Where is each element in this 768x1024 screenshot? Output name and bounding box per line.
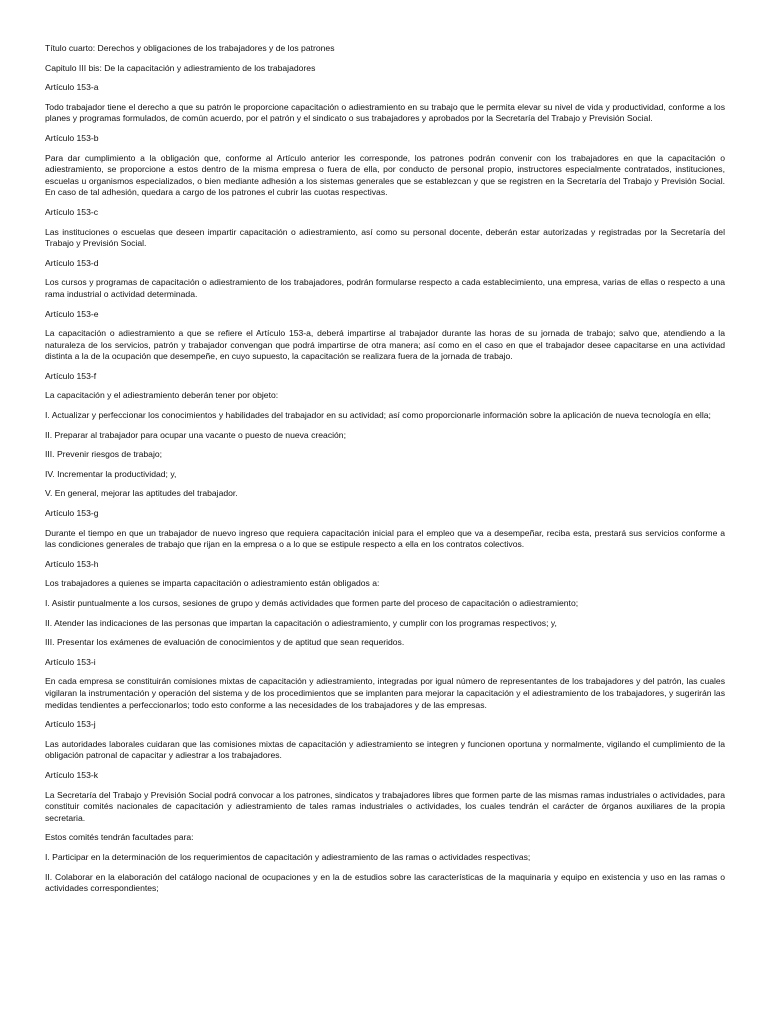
article-heading: Artículo 153-g xyxy=(45,508,99,519)
paragraph: La capacitación o adiestramiento a que se refiere el Artículo 153-a, deberá impartirse al trabajador durante las horas de su jornada de trabajo; salvo que, atendiendo a la naturaleza de los servicios, patrón y trabajador convengan que podrá impartirse de otra manera; así como en el caso en que el trabajador desee capacitarse en una actividad distinta a la de la ocupación que desempeñe, en cuyo supuesto, la capacitación se realizara fuera de la jornada de trabajo. xyxy=(45,328,725,362)
paragraph: III. Presentar los exámenes de evaluación de conocimientos y de aptitud que sean requeridos. xyxy=(45,637,405,648)
paragraph: II. Preparar al trabajador para ocupar una vacante o puesto de nueva creación; xyxy=(45,429,346,440)
article-heading: Artículo 153-c xyxy=(45,206,99,217)
paragraph: Las instituciones o escuelas que deseen impartir capacitación o adiestramiento, así como su personal docente, deberán estar autorizadas y registradas por la Secretaría del Trabajo y Previsión Social. xyxy=(45,226,725,249)
article-heading: Artículo 153-e xyxy=(45,308,99,319)
article-heading: Artículo 153-a xyxy=(45,82,99,93)
article-heading: Artículo 153-b xyxy=(45,132,99,143)
paragraph: Durante el tiempo en que un trabajador de nuevo ingreso que requiera capacitación inicial para el empleo que va a desempeñar, reciba esta, prestará sus servicios conforme a las condiciones generales de trabajo que rijan en la empresa o a lo que se estipule respecto a ella en los contratos colectivos. xyxy=(45,527,725,550)
paragraph: II. Colaborar en la elaboración del catálogo nacional de ocupaciones y en la de estudios sobre las características de la maquinaria y equipo en existencia y uso en las ramas o actividades correspondientes; xyxy=(45,871,725,894)
paragraph: La Secretaría del Trabajo y Previsión Social podrá convocar a los patrones, sindicatos y trabajadores libres que formen parte de las mismas ramas industriales o actividades, para constituir comités nacionales de capacitación y adiestramiento de tales ramas industriales o actividades, los cuales tendrán el carácter de órganos auxiliares de la propia secretaria. xyxy=(45,789,725,823)
paragraph: V. En general, mejorar las aptitudes del trabajador. xyxy=(45,488,238,499)
paragraph: Todo trabajador tiene el derecho a que su patrón le proporcione capacitación o adiestramiento en su trabajo que le permita elevar su nivel de vida y productividad, conforme a los planes y programas formulados, de común acuerdo, por el patrón y el sindicato o sus trabajadores y aprobados por la Secretaría del Trabajo y Previsión Social. xyxy=(45,101,725,124)
paragraph: III. Prevenir riesgos de trabajo; xyxy=(45,449,163,460)
document-page xyxy=(45,43,725,903)
paragraph: Las autoridades laborales cuidaran que las comisiones mixtas de capacitación y adiestramiento se integren y funcionen oportuna y normalmente, vigilando el cumplimiento de la obligación patronal de capacitar y adiestrar a los trabajadores. xyxy=(45,738,725,761)
article-heading: Capitulo III bis: De la capacitación y adiestramiento de los trabajadores xyxy=(45,62,316,73)
paragraph: La capacitación y el adiestramiento deberán tener por objeto: xyxy=(45,390,279,401)
paragraph: En cada empresa se constituirán comisiones mixtas de capacitación y adiestramiento, integradas por igual número de representantes de los trabajadores y del patrón, las cuales vigilaran la instrumentación y operación del sistema y de los procedimientos que se implanten para mejorar la capacitación y el adiestramiento de los trabajadores, y sugerirán las medidas tendientes a perfeccionarlos; todo esto conforme a las necesidades de los trabajadores y de las empresas. xyxy=(45,676,725,710)
article-heading: Artículo 153-i xyxy=(45,656,96,667)
article-heading: Título cuarto: Derechos y obligaciones de los trabajadores y de los patrones xyxy=(45,43,335,53)
paragraph: Los trabajadores a quienes se imparta capacitación o adiestramiento están obligados a: xyxy=(45,578,380,589)
article-heading: Artículo 153-j xyxy=(45,719,96,730)
paragraph: II. Atender las indicaciones de las personas que impartan la capacitación o adiestramiento, y cumplir con los programas respectivos; y, xyxy=(45,617,557,628)
paragraph: I. Actualizar y perfeccionar los conocimientos y habilidades del trabajador en su actividad; así como proporcionarle información sobre la aplicación de nueva tecnología en ella; xyxy=(45,410,711,421)
paragraph: I. Participar en la determinación de los requerimientos de capacitación y adiestramiento de las ramas o actividades respectivas; xyxy=(45,851,531,862)
paragraph: Los cursos y programas de capacitación o adiestramiento de los trabajadores, podrán formularse respecto a cada establecimiento, una empresa, varias de ellas o respecto a una rama industrial o actividad determinada. xyxy=(45,277,725,299)
article-heading: Artículo 153-d xyxy=(45,257,99,268)
article-heading: Artículo 153-h xyxy=(45,558,99,569)
article-heading: Artículo 153-f xyxy=(45,370,97,381)
paragraph: Para dar cumplimiento a la obligación que, conforme al Artículo anterior les corresponde, los patrones podrán convenir con los trabajadores en que la capacitación o adiestramiento, se proporcione a estos dentro de la misma empresa o fuera de ella, por conducto de personal propio, instructores especialmente contratados, instituciones, escuelas u organismos especializados, o bien mediante adhesión a los sistemas generales que se establezcan y que se registren en la Secretaría del Trabajo y Previsión Social. En caso de tal adhesión, quedara a cargo de los patrones el cubrir las cuotas respectivas. xyxy=(45,152,725,198)
article-heading: Artículo 153-k xyxy=(45,769,99,780)
paragraph: Estos comités tendrán facultades para: xyxy=(45,832,194,843)
paragraph: IV. Incrementar la productividad; y, xyxy=(45,468,177,479)
paragraph: I. Asistir puntualmente a los cursos, sesiones de grupo y demás actividades que formen parte del proceso de capacitación o adiestramiento; xyxy=(45,598,579,608)
